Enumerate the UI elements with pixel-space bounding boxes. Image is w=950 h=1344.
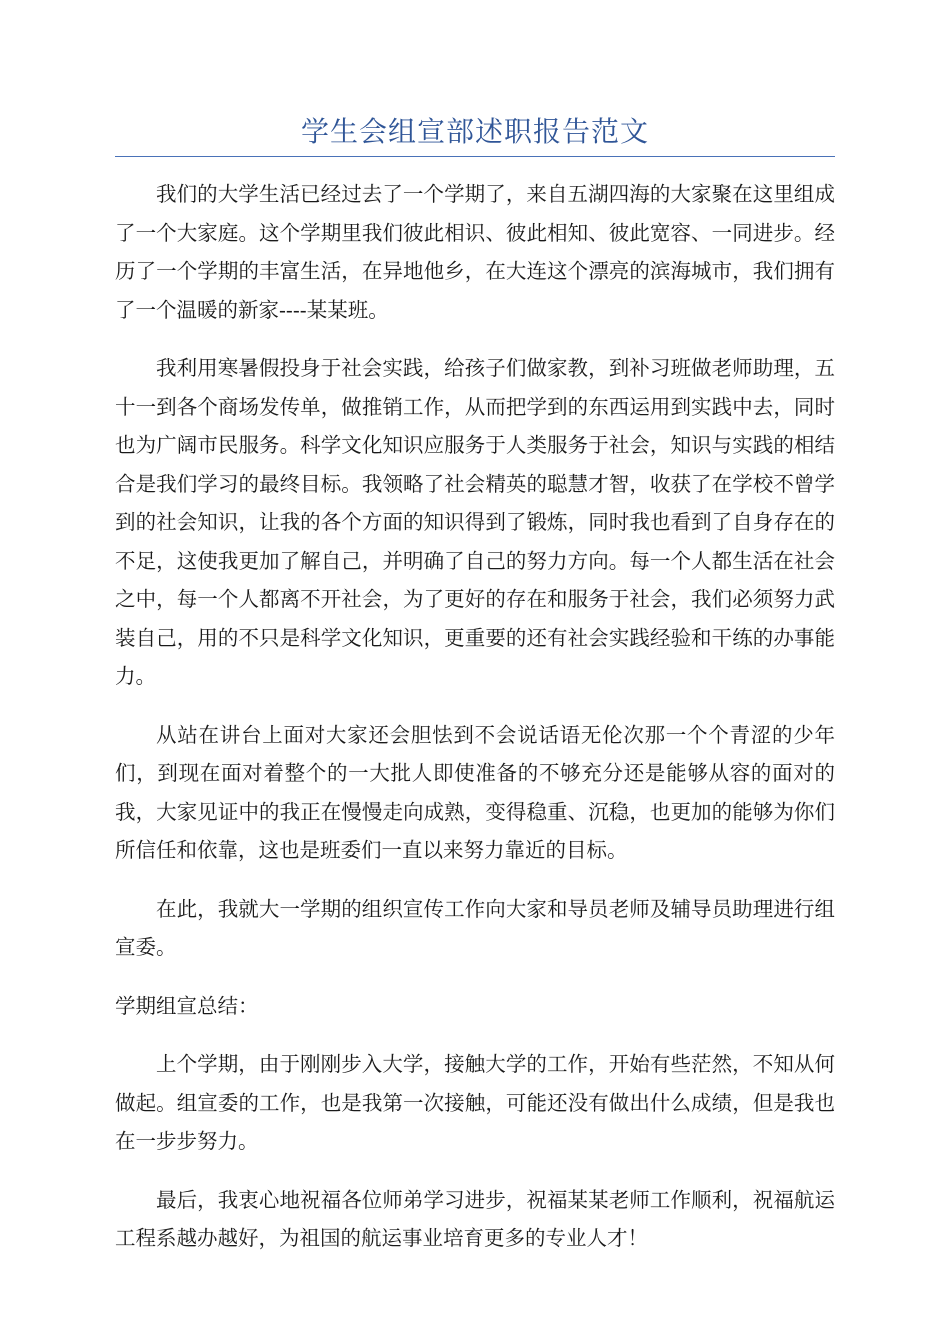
title-block: [115, 112, 835, 157]
paragraph-4: 在此，我就大一学期的组织宣传工作向大家和导员老师及辅导员助理进行组宣委。: [115, 896, 835, 959]
paragraph-3: 从站在讲台上面对大家还会胆怯到不会说话语无伦次那一个个青涩的少年们，到现在面对着整个的一大批人即使准备的不够充分还是能够从容的面对的我，大家见证中的我正在慢慢走向成熟，变得稳重、沉稳，也更加的能够为你们所信任和依靠，这也是班委们一直以来努力靠近的目标。: [115, 722, 835, 862]
paragraph-6: 最后，我衷心地祝福各位师弟学习进步，祝福某某老师工作顺利，祝福航运工程系越办越好，为祖国的航运事业培育更多的专业人才！: [115, 1187, 835, 1250]
paragraph-2: 我利用寒暑假投身于社会实践，给孩子们做家教，到补习班做老师助理，五十一到各个商场发传单，做推销工作，从而把学到的东西运用到实践中去，同时也为广阔市民服务。科学文化知识应服务于人类服务于社会，知识与实践的相结合是我们学习的最终目标。我领略了社会精英的聪慧才智，收获了在学校不曾学到的社会知识，让我的各个方面的知识得到了锻炼，同时我也看到了自身存在的不足，这使我更加了解自己，并明确了自己的努力方向。每一个人都生活在社会之中，每一个人都离不开社会，为了更好的存在和服务于社会，我们必须努力武装自己，用的不只是科学文化知识，更重要的还有社会实践经验和干练的办事能力。: [115, 356, 835, 688]
section-heading-summary: 学期组宣总结：: [115, 993, 259, 1018]
paragraph-1: 我们的大学生活已经过去了一个学期了，来自五湖四海的大家聚在这里组成了一个大家庭。这个学期里我们彼此相识、彼此相知、彼此宽容、一同进步。经历了一个学期的丰富生活，在异地他乡，在大连这个漂亮的滨海城市，我们拥有了一个温暖的新家----某某班。: [115, 182, 835, 322]
document-title: 学生会组宣部述职报告范文: [300, 115, 649, 148]
paragraph-5: 上个学期，由于刚刚步入大学，接触大学的工作，开始有些茫然，不知从何做起。组宣委的工作，也是我第一次接触，可能还没有做出什么成绩，但是我也在一步步努力。: [115, 1052, 835, 1153]
document-body: [115, 175, 835, 1278]
